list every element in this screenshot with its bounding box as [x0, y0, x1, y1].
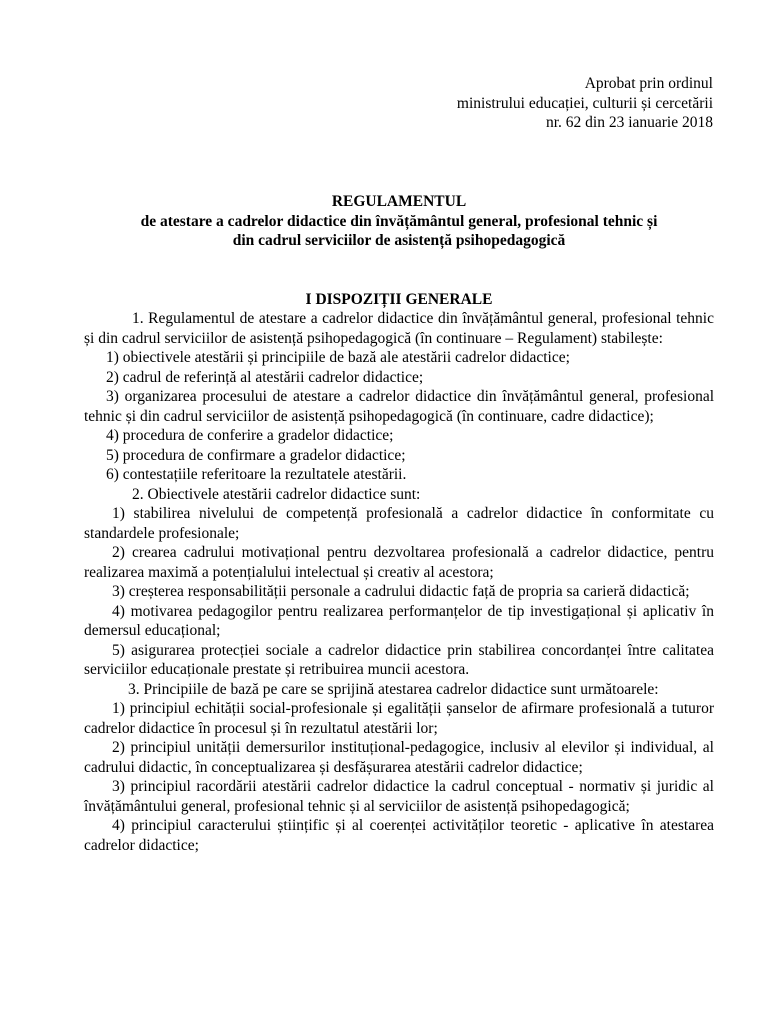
approval-line-2: ministrului educației, culturii și cercetării — [456, 94, 713, 112]
article-2-item: 4) motivarea pedagogilor pentru realizarea performanțelor de tip investigațional și aplicativ în demersul educațional; — [84, 602, 714, 639]
article-2-item: 5) asigurarea protecției sociale a cadrelor didactice prin stabilirea concordanței între calitatea serviciilor educaționale prestate și retribuirea muncii acestora. — [84, 641, 714, 678]
title-subtitle-line-1: de atestare a cadrelor didactice din învățământul general, profesional tehnic și — [140, 212, 658, 230]
article-2-item: 2) crearea cadrului motivațional pentru dezvoltarea profesională a cadrelor didactice, pentru realizarea maximă a potențialului intelectual și creativ al acestora; — [84, 544, 714, 581]
document-title — [84, 192, 714, 251]
article-3-item: 2) principiul unității demersurilor instituțional-pedagogice, inclusiv al elevilor și individual, al cadrului didactic, în conceptualizarea și desfășurarea atestării cadrelor didactice; — [84, 739, 714, 776]
approval-block — [457, 74, 713, 133]
approval-line-1: Aprobat prin ordinul — [584, 75, 713, 92]
article-3-item: 4) principiul caracterului științific și al coerenței activităților teoretic - aplicative în atestarea cadrelor didactice; — [84, 817, 714, 854]
article-1-item: 2) cadrul de referință al atestării cadrelor didactice; — [106, 368, 424, 386]
article-1-item: 4) procedura de conferire a gradelor didactice; — [106, 427, 394, 444]
article-3-item: 1) principiul echității social-profesionale și egalității șanselor de afirmare profesională a tuturor cadrelor didactice în procesul și în rezultatul atestării lor; — [84, 700, 714, 737]
article-3-item: 3) principiul racordării atestării cadrelor didactice la cadrul conceptual - normativ și juridic al învățământului general, profesional tehnic și al serviciilor de asistență psihopedagogică; — [84, 778, 714, 815]
article-1-item: 6) contestațiile referitoare la rezultatele atestării. — [106, 466, 407, 483]
article-2-intro: 2. Obiectivele atestării cadrelor didactice sunt: — [132, 485, 421, 503]
article-2-item: 3) creșterea responsabilității personale a cadrului didactic față de propria sa carieră didactică; — [112, 583, 690, 600]
section-heading: I DISPOZIȚII GENERALE — [305, 291, 493, 308]
title-main: REGULAMENTUL — [331, 193, 467, 210]
approval-line-3: nr. 62 din 23 ianuarie 2018 — [545, 114, 713, 131]
article-3-intro: 3. Principiile de bază pe care se sprijină atestarea cadrelor didactice sunt următoarele: — [128, 680, 659, 698]
article-1-item: 1) obiectivele atestării și principiile de bază ale atestării cadrelor didactice; — [106, 349, 570, 366]
article-1-item: 5) procedura de confirmare a gradelor didactice; — [106, 446, 406, 464]
article-2-item: 1) stabilirea nivelului de competență profesională a cadrelor didactice în conformitate cu standardele profesionale; — [84, 505, 714, 542]
document-body — [84, 309, 714, 855]
article-1-item: 3) organizarea procesului de atestare a cadrelor didactice din învățământul general, profesional tehnic și din cadrul serviciilor de asistență psihopedagogică (în continuare, cadre didactice); — [84, 388, 714, 425]
article-1-intro: 1. Regulamentul de atestare a cadrelor didactice din învățământul general, profesional tehnic și din cadrul serviciilor de asistență psihopedagogică (în continuare – Regulament) stabilește: — [84, 310, 714, 347]
title-subtitle-line-2: din cadrul serviciilor de asistență psihopedagogică — [232, 232, 566, 249]
